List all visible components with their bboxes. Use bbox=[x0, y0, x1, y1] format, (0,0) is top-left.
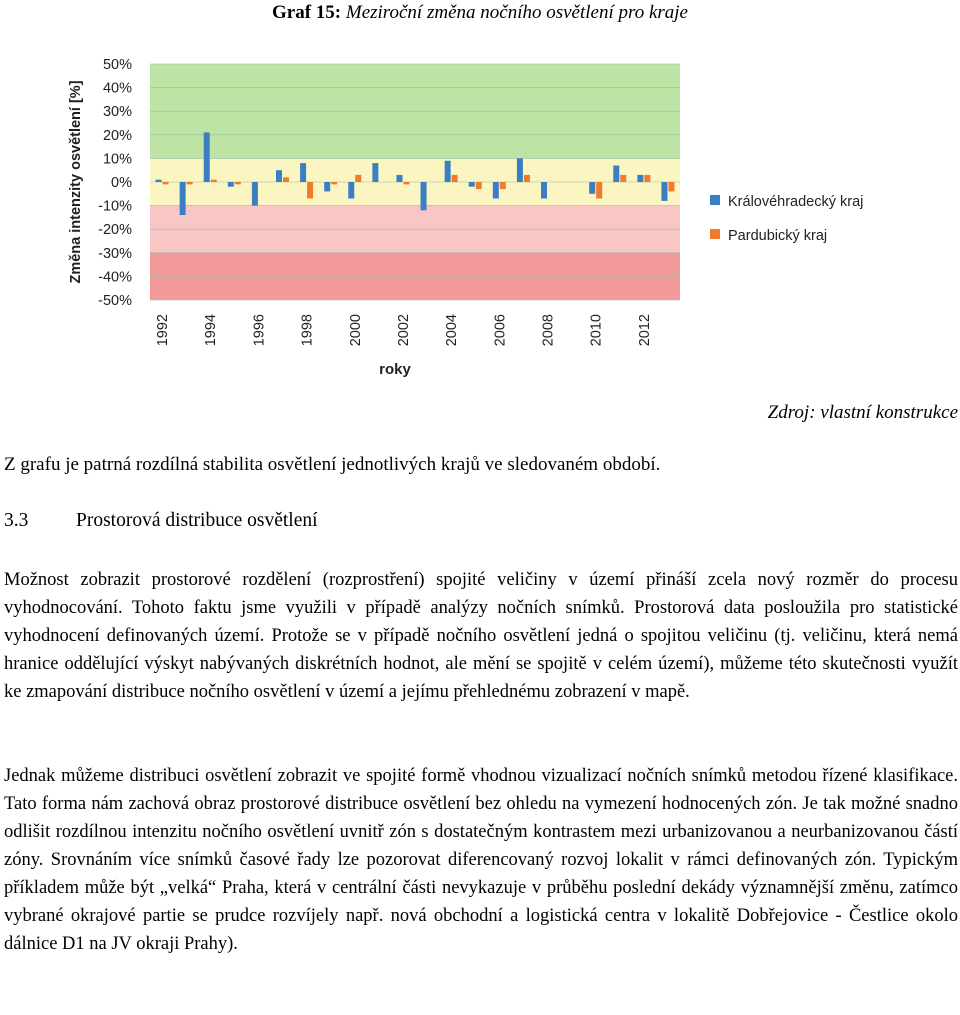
bar-kralovehradecky-2006 bbox=[493, 182, 499, 199]
bar-kralovehradecky-1998 bbox=[300, 163, 306, 182]
chart-x-tick-label: 2000 bbox=[347, 314, 364, 347]
legend-label-0: Královéhradecký kraj bbox=[728, 194, 864, 210]
bar-kralovehradecky-1994 bbox=[204, 132, 210, 182]
bar-kralovehradecky-2002 bbox=[396, 175, 402, 182]
section-heading bbox=[4, 510, 318, 532]
bar-pardubicky-1995 bbox=[235, 182, 241, 184]
chart-x-tick-label: 1994 bbox=[203, 314, 220, 347]
bar-kralovehradecky-1997 bbox=[276, 170, 282, 182]
legend-swatch-1 bbox=[710, 229, 720, 239]
bar-kralovehradecky-1996 bbox=[252, 182, 258, 206]
legend-label-1: Pardubický kraj bbox=[728, 228, 828, 244]
chart-y-tick-label: 0% bbox=[111, 175, 132, 191]
bar-kralovehradecky-1993 bbox=[180, 182, 186, 215]
chart-y-tick-label: 30% bbox=[102, 104, 132, 121]
chart-x-tick-label: 2010 bbox=[588, 314, 605, 347]
legend-swatch-0 bbox=[710, 195, 720, 205]
chart-x-tick-label: 2006 bbox=[492, 314, 509, 347]
chart-x-tick-label: 2008 bbox=[540, 314, 557, 347]
bar-kralovehradecky-1999 bbox=[324, 182, 330, 191]
chart-y-tick-label: 40% bbox=[102, 80, 132, 97]
intro-sentence: Z grafu je patrná rozdílná stabilita osvětlení jednotlivých krajů ve sledovaném období. bbox=[4, 454, 661, 475]
chart-x-tick-label: 1992 bbox=[155, 314, 172, 347]
section-title: Prostorová distribuce osvětlení bbox=[76, 510, 318, 531]
figure-caption bbox=[0, 2, 960, 24]
bar-kralovehradecky-2003 bbox=[421, 182, 427, 210]
bar-kralovehradecky-1992 bbox=[156, 180, 162, 182]
bar-kralovehradecky-2007 bbox=[517, 158, 523, 182]
figure-caption-text: Meziroční změna nočního osvětlení pro kraje bbox=[345, 2, 688, 23]
bar-kralovehradecky-2013 bbox=[661, 182, 667, 201]
paragraph-1: Možnost zobrazit prostorové rozdělení (rozprostření) spojité veličiny v území přináší zcela nový rozměr do procesu vyhodnocování. Tohoto faktu jsme využili v případě analýzy nočních snímků. Prostorová data posloužila pro statistické vyhodnocení definovaných území. Protože se v případě nočního osvětlení jedná o spojitou veličinu (tj. veličinu, která nemá hranice oddělující výskyt nabývaných diskrétních hodnot, ale mění se spojitě v celém území), můžeme této skutečnosti využít ke zmapování distribuce nočního osvětlení v území a jejímu přehlednému zobrazení v mapě. bbox=[4, 570, 958, 702]
bar-pardubicky-1993 bbox=[187, 182, 193, 184]
figure-caption-label: Graf 15: bbox=[272, 2, 342, 23]
bar-kralovehradecky-2005 bbox=[469, 182, 475, 187]
chart-y-tick-label: -20% bbox=[98, 222, 132, 239]
chart-y-axis-label: Změna intenzity osvětlení [%] bbox=[68, 80, 84, 284]
bar-pardubicky-1999 bbox=[331, 182, 337, 184]
bar-pardubicky-2000 bbox=[355, 175, 361, 182]
bar-pardubicky-2002 bbox=[403, 182, 409, 184]
section-number: 3.3 bbox=[4, 510, 29, 531]
bar-kralovehradecky-2011 bbox=[613, 165, 619, 182]
chart-y-tick-label: -40% bbox=[98, 269, 132, 286]
bar-pardubicky-2011 bbox=[620, 175, 626, 182]
bar-pardubicky-2004 bbox=[452, 175, 458, 182]
bar-kralovehradecky-2004 bbox=[445, 161, 451, 182]
figure-source: Zdroj: vlastní konstrukce bbox=[767, 402, 958, 423]
chart-y-tick-label: -30% bbox=[98, 245, 132, 262]
bar-pardubicky-1997 bbox=[283, 177, 289, 182]
bar-pardubicky-2012 bbox=[644, 175, 650, 182]
bar-pardubicky-2007 bbox=[524, 175, 530, 182]
chart-x-tick-label: 2012 bbox=[636, 314, 653, 347]
bar-pardubicky-1992 bbox=[163, 182, 169, 184]
bar-pardubicky-1998 bbox=[307, 182, 313, 199]
bar-chart bbox=[58, 44, 938, 384]
bar-pardubicky-2006 bbox=[500, 182, 506, 189]
chart-x-tick-label: 1998 bbox=[299, 314, 316, 347]
bar-pardubicky-2005 bbox=[476, 182, 482, 189]
paragraph-2: Jednak můžeme distribuci osvětlení zobrazit ve spojité formě vhodnou vizualizací nočních snímků metodou řízené klasifikace. Tato forma nám zachová obraz prostorové distribuce osvětlení bez ohledu na vymezení hodnocených zón. Je tak možné snadno odlišit rozdílnou intenzitu nočního osvětlení uvnitř zón s dostatečným kontrastem mezi urbanizovanou a neurbanizovanou částí zóny. Srovnáním více snímků časové řady lze pozorovat diferencovaný rozvoj lokalit v rámci definovaných zón. Typickým příkladem může být „velká“ Praha, která v centrální části nevykazuje v průběhu poslední dekády významnější změnu, zatímco vybrané okrajové partie se prudce rozvíjely např. nová obchodní a logistická centra v lokalitě Dobřejovice - Čestlice okolo dálnice D1 na JV okraji Prahy). bbox=[4, 766, 958, 954]
bar-pardubicky-2010 bbox=[596, 182, 602, 199]
bar-kralovehradecky-2000 bbox=[348, 182, 354, 199]
chart-x-tick-label: 2004 bbox=[444, 314, 461, 347]
chart-x-tick-label: 1996 bbox=[251, 314, 268, 347]
bar-kralovehradecky-2008 bbox=[541, 182, 547, 199]
chart-y-tick-label: 20% bbox=[102, 127, 132, 144]
bar-pardubicky-1994 bbox=[211, 180, 217, 182]
chart-y-tick-label: 10% bbox=[102, 151, 132, 168]
bar-pardubicky-2013 bbox=[668, 182, 674, 191]
bar-kralovehradecky-1995 bbox=[228, 182, 234, 187]
chart-y-tick-label: -50% bbox=[98, 293, 132, 309]
chart-x-axis-label: roky bbox=[379, 361, 411, 378]
chart-y-tick-label: -10% bbox=[98, 198, 132, 215]
bar-kralovehradecky-2010 bbox=[589, 182, 595, 194]
bar-kralovehradecky-2012 bbox=[637, 175, 643, 182]
chart-x-tick-label: 2002 bbox=[395, 314, 412, 347]
chart-y-tick-label: 50% bbox=[102, 57, 132, 73]
bar-kralovehradecky-2001 bbox=[372, 163, 378, 182]
